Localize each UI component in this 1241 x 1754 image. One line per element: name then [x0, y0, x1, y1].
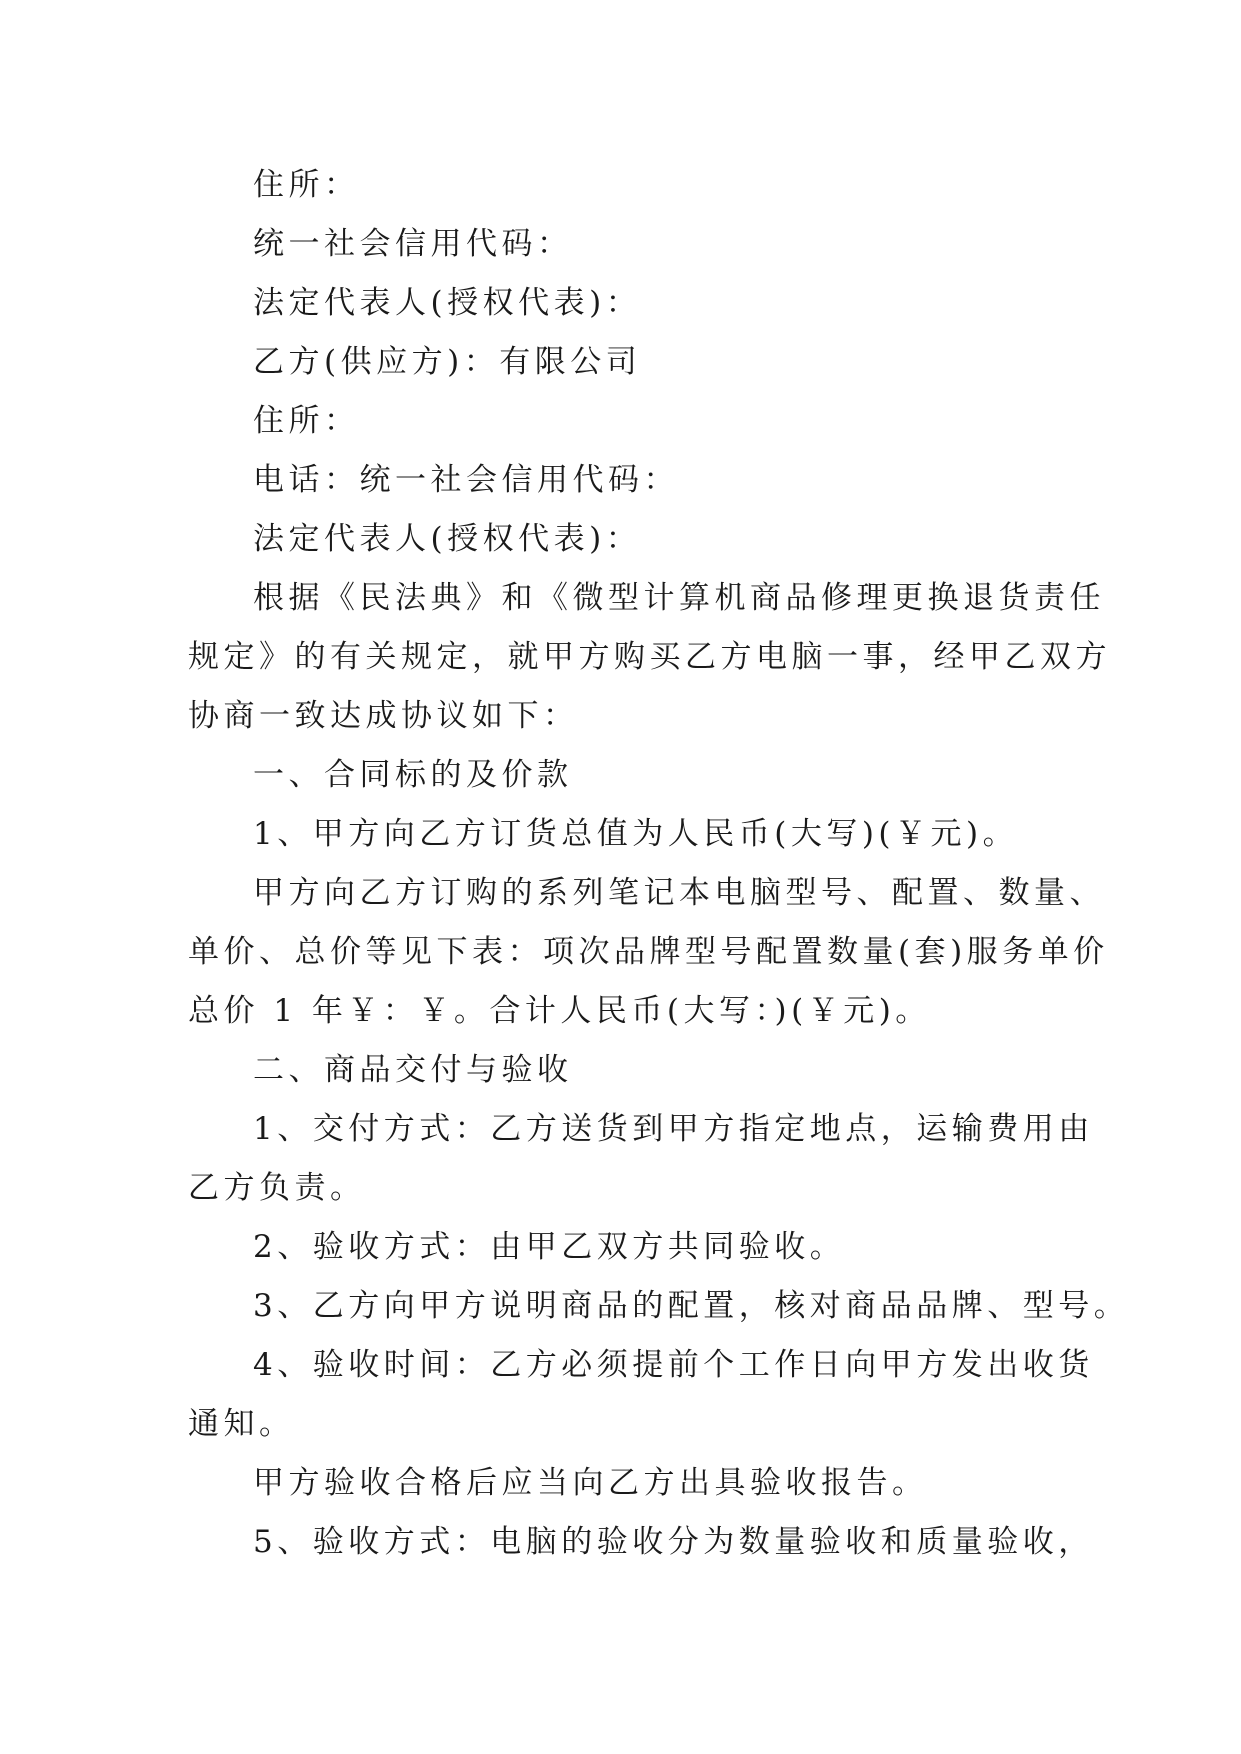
text-line: 单价、总价等见下表：项次品牌型号配置数量(套)服务单价	[188, 934, 1109, 970]
text-line: 3、乙方向甲方说明商品的配置，核对商品品牌、型号。	[253, 1288, 1130, 1324]
text-line: 甲方验收合格后应当向乙方出具验收报告。	[253, 1465, 928, 1501]
text-line: 住所：	[253, 167, 360, 203]
section-heading: 二、商品交付与验收	[253, 1052, 573, 1088]
text-line: 5、验收方式：电脑的验收分为数量验收和质量验收，	[253, 1524, 1094, 1560]
section-heading: 一、合同标的及价款	[253, 757, 573, 793]
text-line: 住所：	[253, 403, 360, 439]
text-line: 根据《民法典》和《微型计算机商品修理更换退货责任	[253, 580, 1105, 616]
text-line: 1、交付方式：乙方送货到甲方指定地点，运输费用由	[253, 1111, 1094, 1147]
text-line: 通知。	[188, 1406, 295, 1442]
text-line: 电话：统一社会信用代码：	[253, 462, 679, 498]
text-line: 法定代表人(授权代表)：	[253, 285, 642, 321]
text-line: 1、甲方向乙方订货总值为人民币(大写)(￥元)。	[253, 816, 1019, 852]
text-line: 2、验收方式：由甲乙双方共同验收。	[253, 1229, 846, 1265]
text-line: 甲方向乙方订购的系列笔记本电脑型号、配置、数量、	[253, 875, 1105, 911]
text-line: 乙方(供应方)：有限公司	[253, 344, 642, 380]
text-line: 统一社会信用代码：	[253, 226, 573, 262]
text-line: 协商一致达成协议如下：	[188, 698, 579, 734]
text-line: 总价 1 年￥：￥。合计人民币(大写：)(￥元)。	[188, 993, 931, 1029]
text-line: 4、验收时间：乙方必须提前个工作日向甲方发出收货	[253, 1347, 1094, 1383]
text-line: 法定代表人(授权代表)：	[253, 521, 642, 557]
text-line: 乙方负责。	[188, 1170, 366, 1206]
text-line: 规定》的有关规定，就甲方购买乙方电脑一事，经甲乙双方	[188, 639, 1111, 675]
